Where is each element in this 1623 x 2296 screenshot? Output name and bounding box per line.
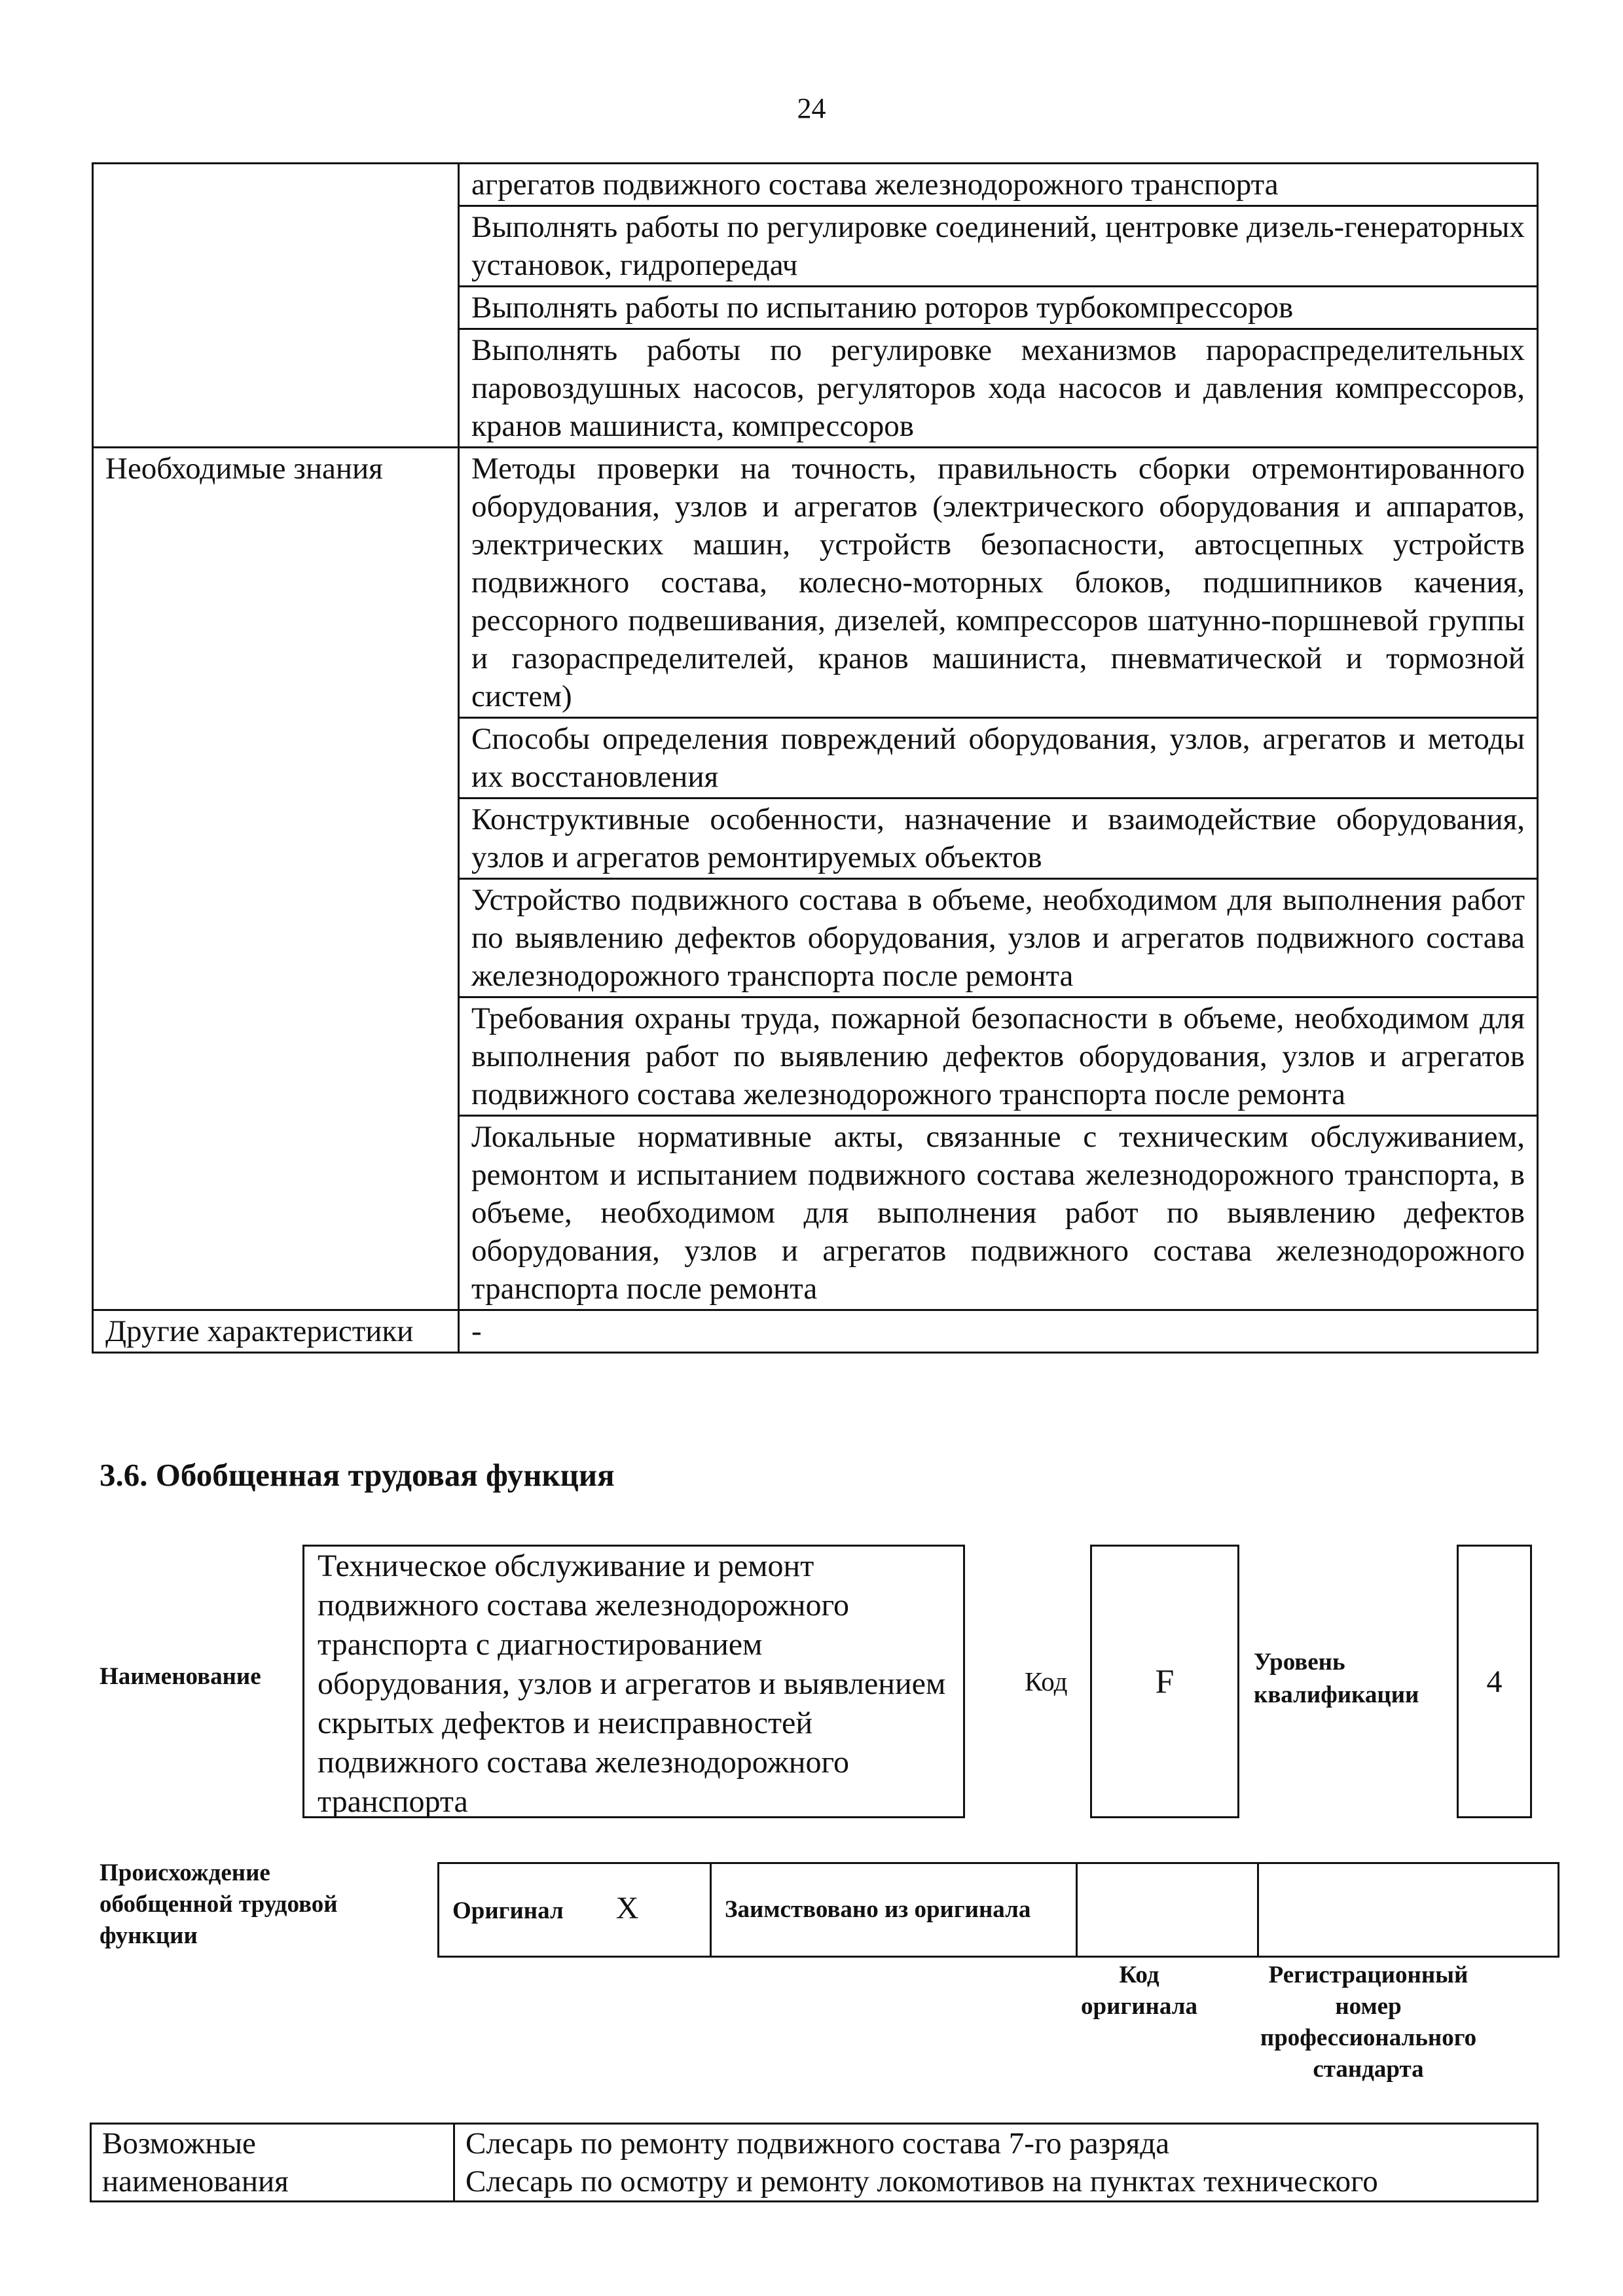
table-row: [93, 164, 1538, 206]
row-text: Выполнять работы по регулировке механизмов парораспределительных паровоздушных насосов, регуляторов хода насосов и давления компрессоров, кранов машиниста, компрессоров: [459, 329, 1538, 448]
row-text: Способы определения повреждений оборудования, узлов, агрегатов и методы их восстановления: [459, 718, 1538, 798]
possible-names-label: Возможные наименования: [91, 2124, 454, 2202]
possible-names-list: [454, 2124, 1538, 2202]
possible-names-table: [90, 2123, 1539, 2202]
registration-number-cell: [1258, 1863, 1559, 1957]
qualification-level-box: 4: [1457, 1545, 1532, 1818]
skills-knowledge-table: [92, 162, 1539, 1354]
original-mark: X: [615, 1891, 639, 1926]
row-text: Требования охраны труда, пожарной безопасности в объеме, необходимом для выполнения работ по выявлению дефектов оборудования, узлов и агрегатов подвижного состава железнодорожного транспорта после ремонта: [459, 997, 1538, 1116]
original-code-caption: Код оригинала: [1081, 1962, 1197, 2020]
list-item: Слесарь по осмотру и ремонту локомотивов на пунктах технического: [465, 2164, 1378, 2198]
row-text: Устройство подвижного состава в объеме, необходимом для выполнения работ по выявлению дефектов оборудования, узлов и агрегатов подвижного состава железнодорожного транспорта после ремонта: [459, 879, 1538, 997]
borrowed-cell: Заимствовано из оригинала: [711, 1863, 1077, 1957]
name-label: Наименование: [100, 1663, 261, 1690]
row-label: Другие характеристики: [93, 1310, 459, 1353]
row-text: Локальные нормативные акты, связанные с техническим обслуживанием, ремонтом и испытанием подвижного состава железнодорожного транспорта, в объеме, необходимом для выполнения работ по выявлению дефектов оборудования, узлов и агрегатов подвижного состава железнодорожного транспорта после ремонта: [459, 1116, 1538, 1310]
row-text: агрегатов подвижного состава железнодорожного транспорта: [459, 164, 1538, 206]
qualification-level-label: Уровень квалификации: [1254, 1649, 1419, 1708]
row-text: Выполнять работы по регулировке соединений, центровке дизель-генераторных установок, гидропередач: [459, 206, 1538, 287]
origin-table: [437, 1862, 1559, 1958]
table-row: [439, 1863, 1559, 1957]
section-heading: 3.6. Обобщенная трудовая функция: [100, 1457, 615, 1493]
page-number: 24: [797, 92, 826, 124]
code-label: Код: [1025, 1666, 1068, 1696]
original-code-cell: [1077, 1863, 1258, 1957]
row-text: Конструктивные особенности, назначение и взаимодействие оборудования, узлов и агрегатов ремонтируемых объектов: [459, 798, 1538, 879]
row-label: [93, 164, 459, 448]
original-label: Оригинал: [452, 1897, 564, 1924]
table-row: [91, 2124, 1538, 2202]
origin-label: Происхождение обобщенной трудовой функции: [100, 1859, 338, 1949]
row-text: Выполнять работы по испытанию роторов турбокомпрессоров: [459, 287, 1538, 329]
table-row: [93, 448, 1538, 718]
function-name-box: Техническое обслуживание и ремонт подвижного состава железнодорожного транспорта с диагностированием оборудования, узлов и агрегатов и выявлением скрытых дефектов и неисправностей подвижного состава железнодорожного транспорта: [302, 1545, 965, 1818]
original-cell: [439, 1863, 711, 1957]
list-item: Слесарь по ремонту подвижного состава 7-го разряда: [465, 2126, 1170, 2161]
row-text: Методы проверки на точность, правильность сборки отремонтированного оборудования, узлов и агрегатов (электрического оборудования и аппаратов, электрических машин, устройств безопасности, автосцепных устройств подвижного состава, колесно-моторных блоков, подшипников качения, рессорного подвешивания, дизелей, компрессоров шатунно-поршневой группы и газораспределителей, кранов машиниста, пневматической и тормозной систем): [459, 448, 1538, 718]
registration-number-caption: Регистрационный номер профессионального стандарта: [1260, 1962, 1477, 2083]
row-text: -: [459, 1310, 1538, 1353]
table-row: [93, 1310, 1538, 1353]
row-label: Необходимые знания: [93, 448, 459, 1310]
code-value-box: F: [1090, 1545, 1239, 1818]
